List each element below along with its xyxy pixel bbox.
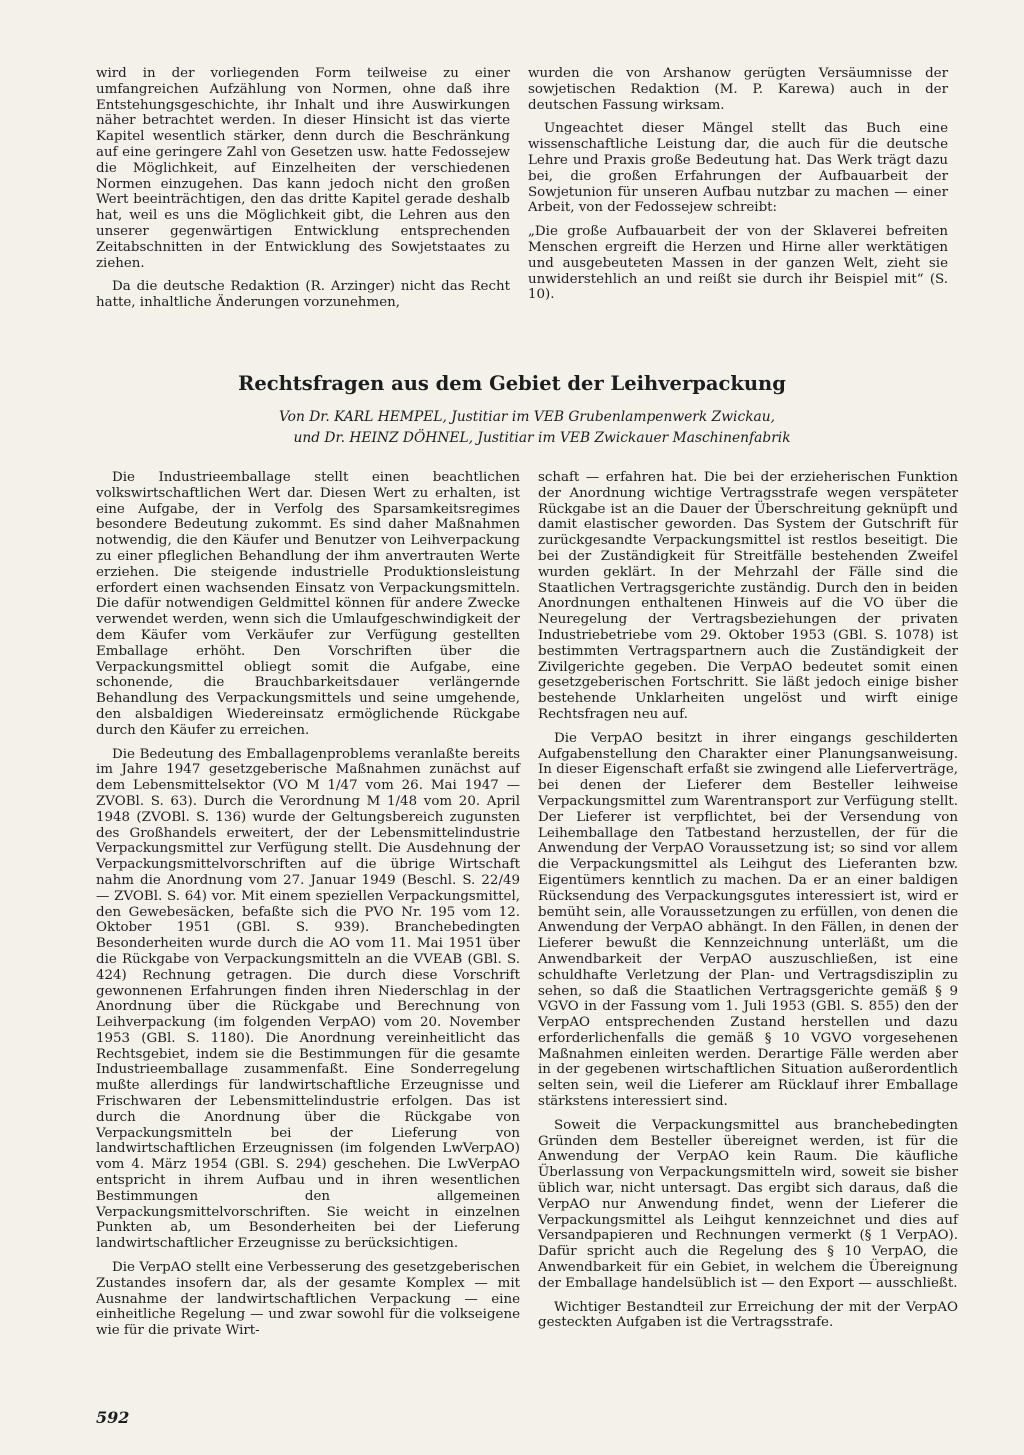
- paragraph: Da die deutsche Redaktion (R. Arzinger) nicht das Recht hatte, inhaltliche Änderungen vorzunehmen,: [96, 279, 510, 311]
- text-column-top-right: [528, 66, 948, 311]
- paragraph: Die VerpAO stellt eine Verbesserung des gesetzgeberischen Zustandes insofern dar, als der gesamte Komplex — mit Ausnahme der landwirtschaftlichen Verpackung — eine einheitliche Regelung — und zwar sowohl für die volkseigene wie für die private Wirt-: [96, 1260, 520, 1339]
- paragraph: Die Industrieemballage stellt einen beachtlichen volkswirtschaftlichen Wert dar. Diesen Wert zu erhalten, ist eine Aufgabe, der in Verfolg des Sparsamkeitsregimes besondere Bedeutung zukommt. Es sind daher Maßnahmen notwendig, die den Käufer und Benutzer von Leihverpackung zu einer pfleglichen Behandlung der ihm anvertrauten Werte erziehen. Die steigende industrielle Produktionsleistung erfordert einen wachsenden Einsatz von Verpackungsmitteln. Die dafür notwendigen Geldmittel können für andere Zwecke verwendet werden, wenn sich die Umlaufgeschwindigkeit der dem Käufer vom Verkäufer zur Verfügung gestellten Emballage erhöht. Den Vorschriften über die Verpackungsmittel obliegt somit die Aufgabe, eine schonende, die Brauchbarkeitsdauer verlängernde Behandlung des Verpackungsmittels und seine umgehende, den alsbaldigen Wiedereinsatz ermöglichende Rückgabe durch den Käufer zu erreichen.: [96, 470, 520, 738]
- paragraph: schaft — erfahren hat. Die bei der erzieherischen Funktion der Anordnung wichtige Vertragsstrafe wegen verspäteter Rückgabe ist an die Dauer der Überschreitung geknüpft und damit elastischer geworden. Das System der Gutschrift für zurückgesandte Verpackungsmittel ist restlos beseitigt. Die bei der Zuständigkeit für Streitfälle bestehenden Zweifel wurden geklärt. In der Mehrzahl der Fälle sind die Staatlichen Vertragsgerichte zuständig. Durch den in beiden Anordnungen enthaltenen Hinweis auf die VO über die Neuregelung der Vertragsbeziehungen der privaten Industriebetriebe vom 29. Oktober 1953 (GBl. S. 1078) ist bestimmten Vertragspartnern auch die Zuständigkeit der Zivilgerichte gegeben. Die VerpAO bedeutet somit einen gesetzgeberischen Fortschritt. Sie läßt jedoch einige bisher bestehende Unklarheiten ungelöst und wirft einige Rechtsfragen neu auf.: [538, 470, 958, 722]
- paragraph: Die Bedeutung des Emballagenproblems veranlaßte bereits im Jahre 1947 gesetzgeberische Maßnahmen zunächst auf dem Lebensmittelsektor (VO M 1/47 vom 26. Mai 1947 — ZVOBl. S. 63). Durch die Verordnung M 1/48 vom 20. April 1948 (ZVOBl. S. 136) wurde der Geltungsbereich zugunsten des Großhandels erweitert, der der Lebensmittelindustrie Verpackungsmittel zur Verfügung stellt. Die Ausdehnung der Verpackungsmittelvorschriften auf die übrige Wirtschaft nahm die Anordnung vom 27. Januar 1949 (Beschl. S. 22/49 — ZVOBl. S. 64) vor. Mit einem speziellen Verpackungsmittel, den Gewebesäcken, befaßte sich die PVO Nr. 195 vom 12. Oktober 1951 (GBl. S. 939). Branchebedingten Besonderheiten wurde durch die AO vom 11. Mai 1951 über die Rückgabe von Verpackungsmitteln an die VVEAB (GBl. S. 424) Rechnung getragen. Die durch diese Vorschrift gewonnenen Erfahrungen finden ihren Niederschlag in der Anordnung über die Rückgabe und Berechnung von Leihverpackung (im folgenden VerpAO) vom 20. November 1953 (GBl. S. 1180). Die Anordnung vereinheitlicht das Rechtsgebiet, indem sie die Bestimmungen für die gesamte Industrieemballage zusammenfaßt. Eine Sonderregelung mußte allerdings für landwirtschaftliche Erzeugnisse und Frischwaren der Lebensmittelindustrie erfolgen. Das ist durch die Anordnung über die Rückgabe von Verpackungsmitteln bei der Lieferung von landwirtschaftlichen Erzeugnissen (im folgenden LwVerpAO) vom 4. März 1954 (GBl. S. 294) geschehen. Die LwVerpAO entspricht in ihrem Aufbau und in ihren wesentlichen Bestimmungen den allgemeinen Verpackungsmittelvorschriften. Sie weicht in einzelnen Punkten ab, um Besonderheiten bei der Lieferung landwirtschaftlicher Erzeugnisse zu berücksichtigen.: [96, 746, 520, 1252]
- paragraph: Ungeachtet dieser Mängel stellt das Buch eine wissenschaftliche Leistung dar, die auch für die deutsche Lehre und Praxis große Bedeutung hat. Das Werk trägt dazu bei, die großen Erfahrungen der Aufbauarbeit der Sowjetunion für unseren Aufbau nutzbar zu machen — einer Arbeit, von der Fedossejew schreibt:: [528, 121, 948, 216]
- author-byline: Von Dr. KARL HEMPEL, Justitiar im VEB Grubenlampenwerk Zwickau,: [278, 409, 776, 425]
- paragraph: Die VerpAO besitzt in ihrer eingangs geschilderten Aufgabenstellung den Charakter einer Planungsanweisung. In dieser Eigenschaft erfaßt sie zwingend alle Lieferverträge, bei denen der Lieferer dem Besteller leihweise Verpackungsmittel zum Warentransport zur Verfügung stellt. Der Lieferer ist verpflichtet, bei der Versendung von Leihemballage den Tatbestand herzustellen, der für die Anwendung der VerpAO Voraussetzung ist; so sind vor allem die Verpackungsmittel als Leihgut des Lieferanten bzw. Eigentümers kenntlich zu machen. Da er an einer baldigen Rücksendung des Verpackungsgutes interessiert ist, wird er bemüht sein, alle Voraussetzungen zu erfüllen, von denen die Anwendung der VerpAO abhängt. In den Fällen, in denen der Lieferer bewußt die Kennzeichnung unterläßt, um die Anwendbarkeit der VerpAO auszuschließen, ist eine schuldhafte Verletzung der Plan- und Vertragsdisziplin zu sehen, so daß die Staatlichen Vertragsgerichte gemäß § 9 VGVO in der Fassung vom 1. Juli 1953 (GBl. S. 855) den der VerpAO entsprechenden Zustand herstellen und dazu erforderlichenfalls die gemäß § 10 VGVO vorgesehenen Maßnahmen einleiten werden. Derartige Fälle werden aber in der gegebenen wirtschaftlichen Situation außerordentlich selten sein, weil die Lieferer am Rücklauf ihrer Emballage stärkstens interessiert sind.: [538, 730, 958, 1110]
- page-number: 592: [96, 1408, 130, 1427]
- block-quote: „Die große Aufbauarbeit der von der Sklaverei befreiten Menschen ergreift die Herzen und Hirne aller werktätigen und ausgebeuteten Massen in der ganzen Welt, zieht sie unwiderstehlich an und reißt sie durch ihr Beispiel mit“ (S. 10).: [528, 224, 948, 303]
- text-column-bottom-right: [538, 470, 958, 1339]
- paragraph: Soweit die Verpackungsmittel aus branchebedingten Gründen dem Besteller übereignet werden, ist für die Anwendung der VerpAO kein Raum. Die käufliche Überlassung von Verpackungsmitteln wird, soweit sie bisher üblich war, nicht untersagt. Das ergibt sich daraus, daß die VerpAO nur Anwendung findet, wenn der Lieferer die Verpackungsmittel als Leihgut kennzeichnet und dies auf Versandpapieren und Rechnungen vermerkt (§ 1 VerpAO). Dafür spricht auch die Regelung des § 10 VerpAO, die Anwendbarkeit für ein Gebiet, in welchem die Übereignung der Emballage handelsüblich ist — den Export — ausschließt.: [538, 1117, 958, 1291]
- paragraph: Wichtiger Bestandteil zur Erreichung der mit der VerpAO gesteckten Aufgaben ist die Vertragsstrafe.: [538, 1299, 958, 1331]
- author-byline: und Dr. HEINZ DÖHNEL, Justitiar im VEB Zwickauer Maschinenfabrik: [293, 430, 791, 446]
- article-title: Rechtsfragen aus dem Gebiet der Leihverpackung: [238, 372, 786, 395]
- paragraph: wurden die von Arshanow gerügten Versäumnisse der sowjetischen Redaktion (M. P. Karewa) auch in der deutschen Fassung wirksam.: [528, 66, 948, 113]
- text-column-top-left: [96, 66, 510, 319]
- text-column-bottom-left: [96, 470, 520, 1347]
- paragraph: wird in der vorliegenden Form teilweise zu einer umfangreichen Aufzählung von Normen, ohne daß ihre Entstehungsgeschichte, ihr Inhalt und ihre Auswirkungen näher betrachtet werden. In dieser Hinsicht ist das vierte Kapitel wesentlich stärker, denn durch die Beschränkung auf eine geringere Zahl von Gesetzen usw. hatte Fedossejew die Möglichkeit, auf Einzelheiten der verschiedenen Normen einzugehen. Das kann jedoch nicht den großen Wert beeinträchtigen, den das dritte Kapitel gerade deshalb hat, weil es uns die Möglichkeit gibt, die Lehren aus den unserer gegenwärtigen Entwicklung entsprechenden Zeitabschnitten in der Entwicklung des Sowjetstaates zu ziehen.: [96, 66, 510, 271]
